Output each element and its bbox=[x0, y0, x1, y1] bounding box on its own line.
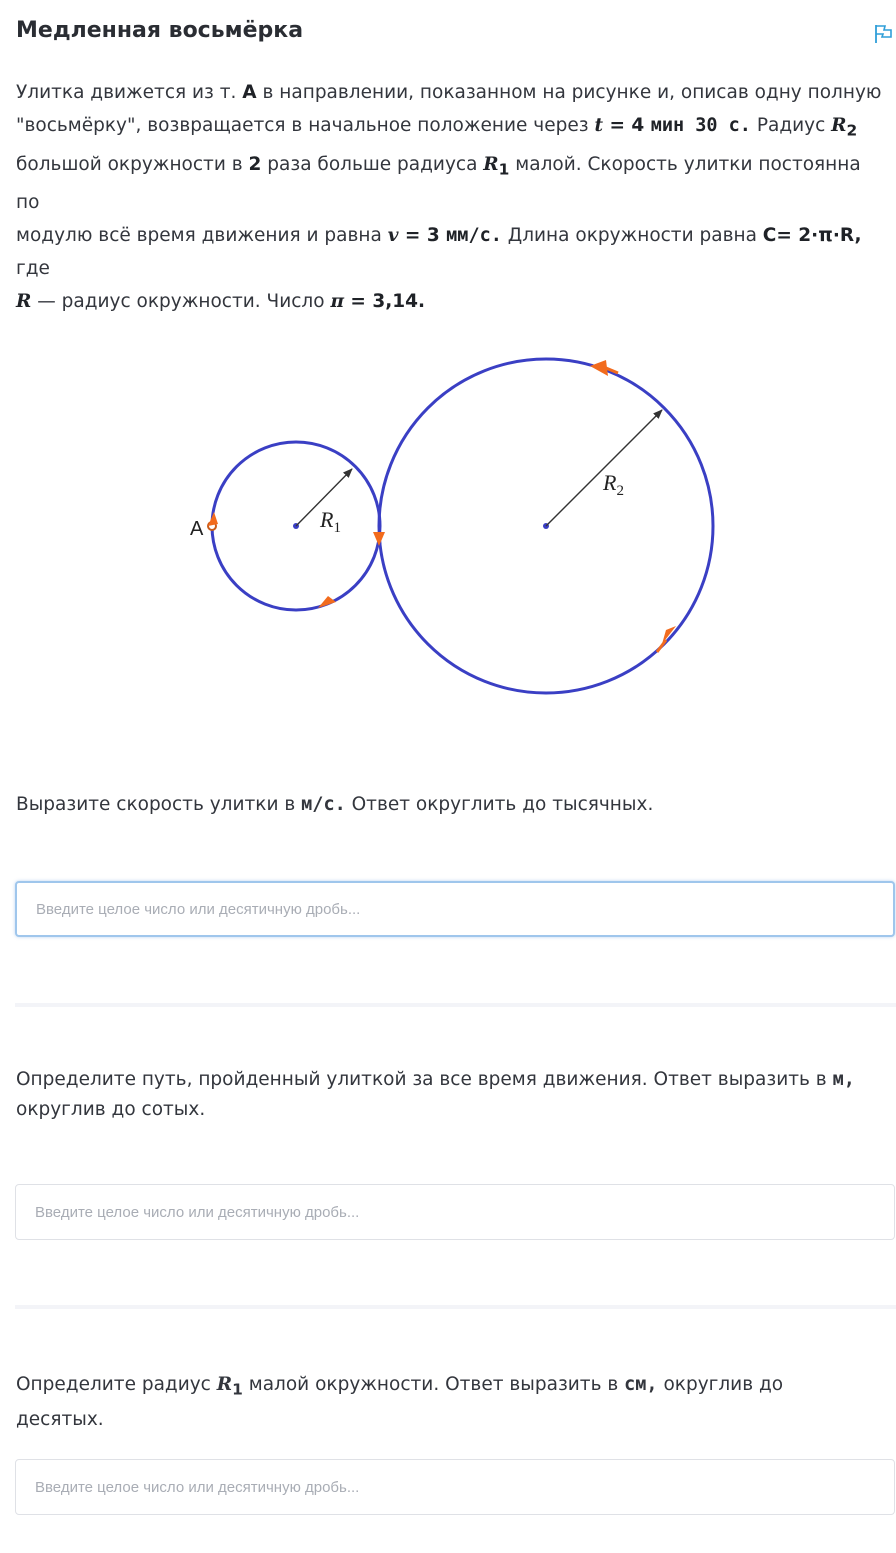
figure-eight-diagram bbox=[0, 300, 896, 740]
answer-2-input[interactable] bbox=[15, 1184, 895, 1240]
direction-arrow-small-bottom bbox=[318, 596, 336, 608]
point-a-label: A bbox=[190, 518, 204, 540]
answer-1-input[interactable] bbox=[15, 881, 895, 937]
page-title: Медленная восьмёрка bbox=[16, 18, 304, 43]
radius-r2-line bbox=[546, 410, 662, 526]
question-3-text: Определите радиус $R_1$ малой окружности. Ответ выразить в см, округлив до десятых. bbox=[16, 1374, 784, 1430]
problem-statement: Улитка движется из т. A в направлении, показанном на рисунке и, описав одну полную "восьмёрку", возвращается в начальное положение через t = 4 мин 30 с. Радиус $R_2$ большой окружности в 2 раза больше радиуса $R_1$ малой. Скорость улитки постоянна по модулю всё время движения и равна v = 3 мм/с. Длина окружности равна C= 2·π·R, где R — радиус окружности. Число π = 3,14. bbox=[16, 82, 882, 313]
divider bbox=[15, 1003, 896, 1007]
report-flag-icon[interactable] bbox=[872, 22, 896, 46]
question-1-text: Выразите скорость улитки в м/с. Ответ округлить до тысячных. bbox=[16, 794, 654, 815]
point-a-ref: A bbox=[242, 82, 257, 103]
question-2-text: Определите путь, пройденный улиткой за все время движения. Ответ выразить в м, округлив до сотых. bbox=[16, 1069, 855, 1120]
direction-arrow-junction bbox=[373, 532, 385, 546]
direction-arrow-large-top bbox=[590, 360, 608, 376]
r1-label: $R_1$ bbox=[320, 507, 341, 536]
divider bbox=[15, 1305, 896, 1309]
answer-3-input[interactable] bbox=[15, 1459, 895, 1515]
r2-label: $R_2$ bbox=[603, 470, 624, 499]
